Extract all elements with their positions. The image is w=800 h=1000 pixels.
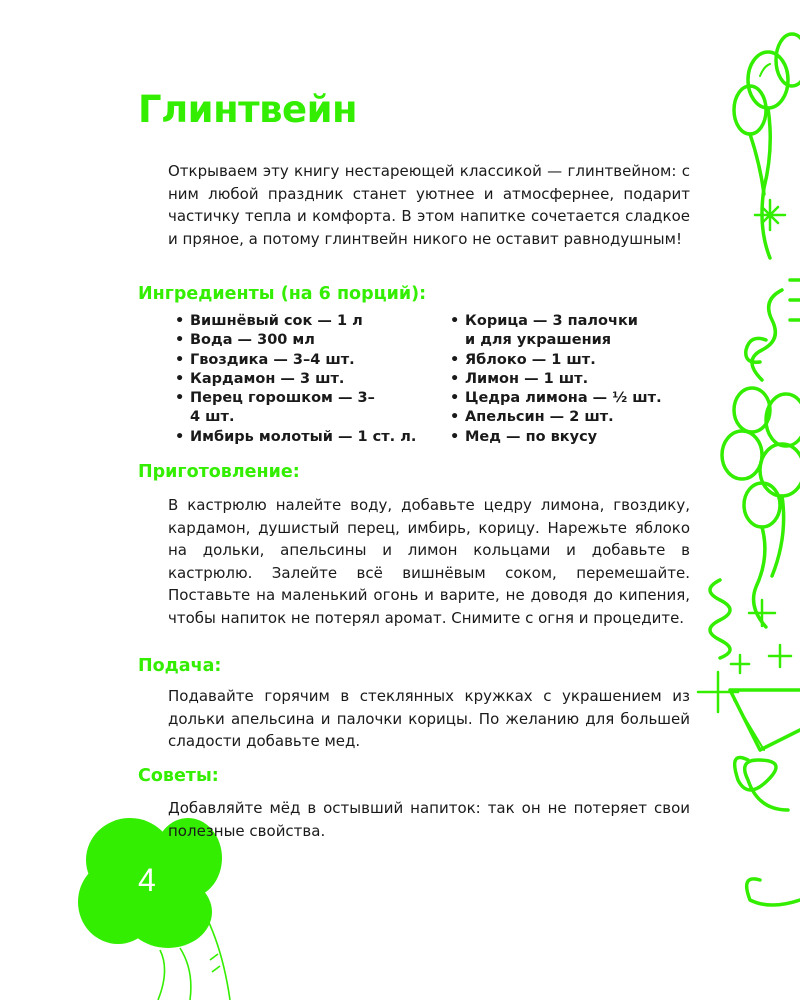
preparation-heading: Приготовление: — [138, 462, 300, 482]
page-number: 4 — [138, 862, 156, 898]
ingredients-list-left — [175, 312, 425, 447]
list-item: • Имбирь молотый — 1 ст. л. — [175, 428, 425, 447]
list-item: • Цедра лимона — ½ шт. — [450, 389, 690, 408]
top-balloons-icon — [734, 34, 800, 258]
list-item: • Лимон — 1 шт. — [450, 370, 690, 389]
list-item: • Кардамон — 3 шт. — [175, 370, 425, 389]
list-item: • Яблоко — 1 шт. — [450, 351, 690, 370]
list-item: • Корица — 3 палочки и для украшения — [450, 312, 645, 351]
ingredients-heading: Ингредиенты (на 6 порций): — [138, 284, 427, 304]
list-item: • Гвоздика — 3–4 шт. — [175, 351, 425, 370]
serving-paragraph: Подавайте горячим в стеклянных кружках с украшением из дольки апельсина и палочки корицы. По желанию для большей сладости добавьте мед. — [168, 687, 690, 751]
ingredients-list-right — [450, 312, 690, 447]
page-title: Глинтвейн — [138, 88, 358, 131]
intro-paragraph: Открываем эту книгу нестареющей классикой — глинтвейном: с ним любой праздник станет уютнее и атмосфернее, подарит частичку тепла и комфорта. В этом напитке сочетается сладкое и пряное, а потому глинтвейн никого не оставит равнодушным! — [168, 162, 690, 248]
list-item: • Апельсин — 2 шт. — [450, 408, 690, 427]
list-item: • Вода — 300 мл — [175, 331, 425, 350]
cocktail-glass-icon — [730, 690, 800, 905]
middle-balloons-icon — [722, 388, 800, 627]
serving-heading: Подача: — [138, 656, 222, 676]
tips-paragraph: Добавляйте мёд в остывший напиток: так он не потеряет свои полезные свойства. — [168, 799, 690, 840]
list-item: • Вишнёвый сок — 1 л — [175, 312, 425, 331]
list-item: • Мед — по вкусу — [450, 428, 690, 447]
tips-heading: Советы: — [138, 766, 219, 786]
preparation-paragraph: В кастрюлю налейте воду, добавьте цедру лимона, гвоздику, кардамон, душистый перец, имбирь, корицу. Нарежьте яблоко на дольки, апельсины и лимон кольцами и добавьте в кастрюлю. Залейте всё вишнёвым соком, перемешайте. Поставьте на маленький огонь и варите, не доводя до кипения, чтобы напиток не потерял аромат. Снимите с огня и процедите. — [168, 496, 690, 627]
balloons-illustration — [690, 0, 800, 1000]
ribbon-icon — [710, 580, 730, 658]
list-item: • Перец горошком — 3–4 шт. — [175, 389, 380, 428]
swirl-icon — [746, 280, 800, 380]
